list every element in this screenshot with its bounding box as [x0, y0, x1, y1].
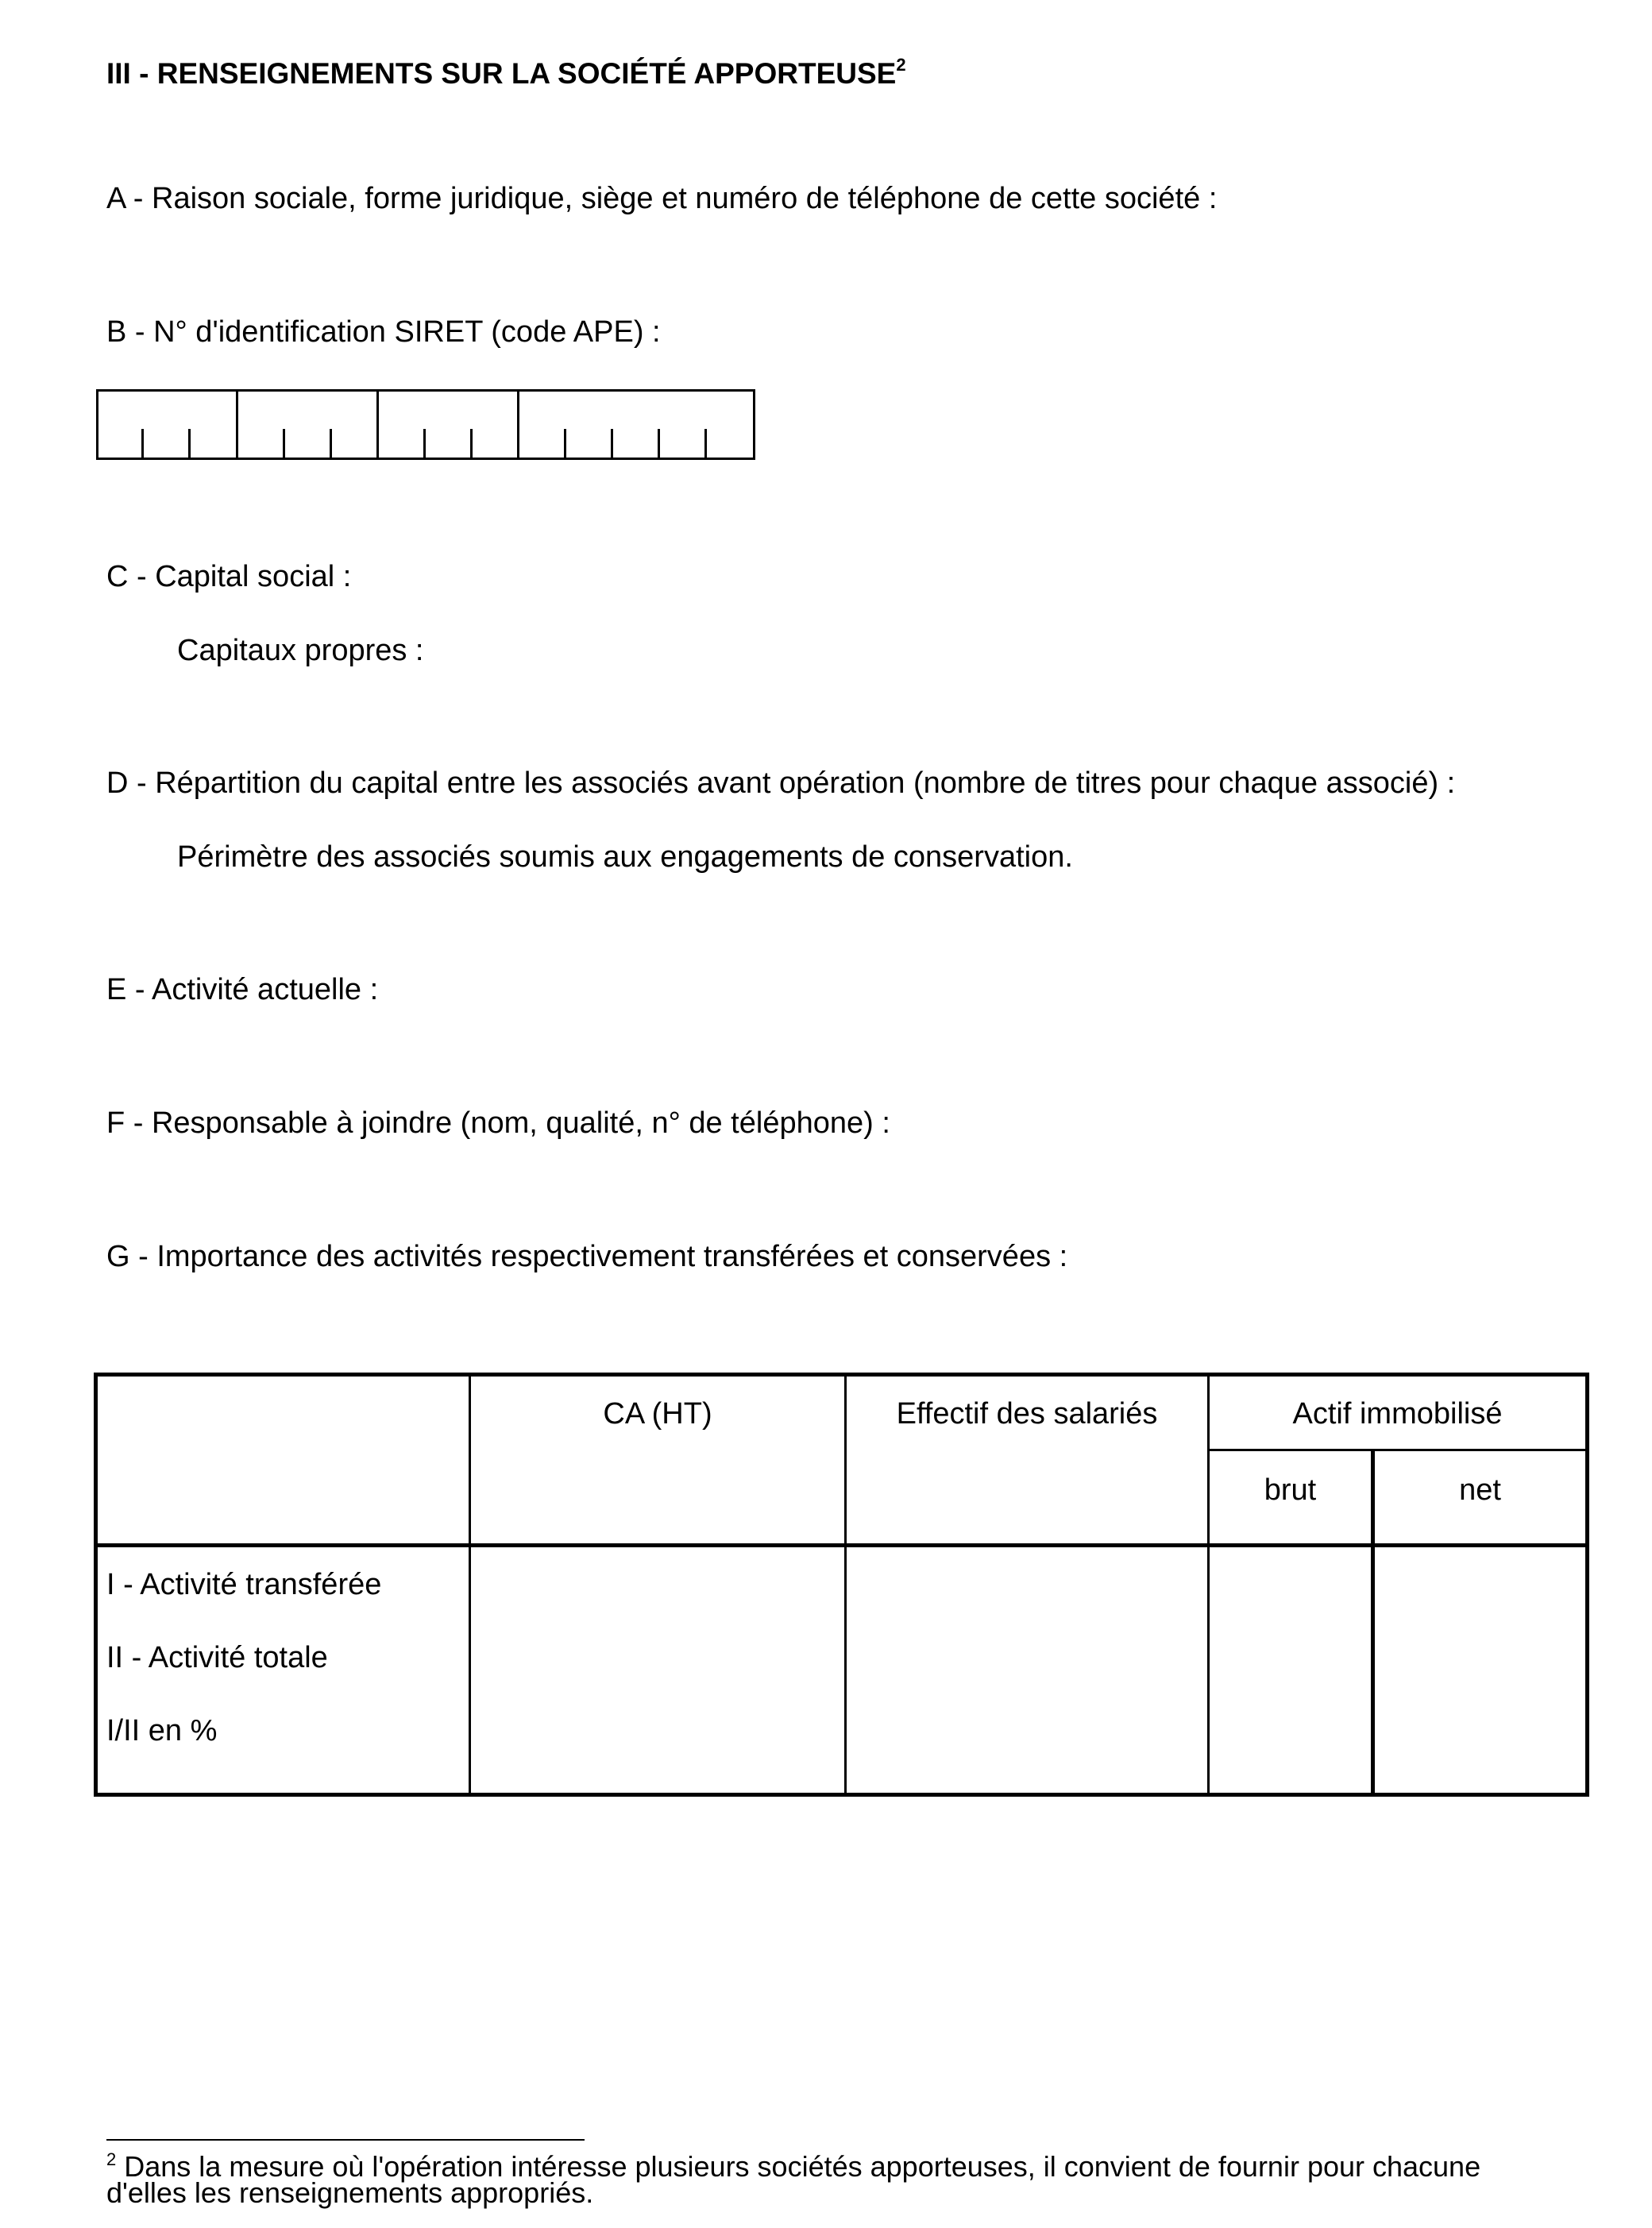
- table-col-line: [1207, 1373, 1210, 1797]
- row-label-activite-transferee: I - Activité transférée: [106, 1568, 382, 1601]
- row-label-ratio: I/II en %: [106, 1714, 218, 1747]
- siret-digit-tick: [611, 429, 613, 458]
- table-subheader-line: [1207, 1449, 1589, 1451]
- section-title-text: III - RENSEIGNEMENTS SUR LA SOCIÉTÉ APPORTEUSE: [106, 57, 897, 90]
- header-effectif: Effectif des salariés: [896, 1397, 1158, 1431]
- footnote-number: 2: [106, 2149, 117, 2169]
- item-f-label: F - Responsable à joindre (nom, qualité, n° de téléphone) :: [106, 1106, 890, 1140]
- siret-digit-tick: [704, 429, 707, 458]
- row-label-activite-totale: II - Activité totale: [106, 1641, 328, 1674]
- item-c-sub-label: Capitaux propres :: [177, 634, 424, 667]
- item-a-label: A - Raison sociale, forme juridique, siège et numéro de téléphone de cette société :: [106, 182, 1218, 215]
- section-title: [106, 48, 906, 91]
- item-e-label: E - Activité actuelle :: [106, 973, 379, 1006]
- footnote-text-1: Dans la mesure où l'opération intéresse plusieurs sociétés apporteuses, il convient de fournir pour chacune: [124, 2150, 1481, 2183]
- siret-digit-tick: [141, 429, 144, 458]
- table-header-divider: [94, 1543, 1589, 1547]
- footnote-line-2: d'elles les renseignements appropriés.: [106, 2176, 594, 2209]
- item-d-sub-label: Périmètre des associés soumis aux engagements de conservation.: [177, 840, 1073, 874]
- header-actif-immobilise: Actif immobilisé: [1292, 1397, 1503, 1431]
- table-border-bottom: [94, 1793, 1589, 1797]
- siret-digit-tick: [423, 429, 426, 458]
- siret-digit-tick: [564, 429, 566, 458]
- item-b-label: B - N° d'identification SIRET (code APE) :: [106, 315, 661, 349]
- siret-group-separator: [517, 389, 519, 460]
- item-g-label: G - Importance des activités respectivement transférées et conservées :: [106, 1240, 1068, 1273]
- item-c-label: C - Capital social :: [106, 560, 352, 593]
- header-net: net: [1459, 1473, 1501, 1507]
- siret-digit-tick: [470, 429, 473, 458]
- siret-digit-tick: [658, 429, 660, 458]
- table-col-line: [469, 1373, 471, 1797]
- siret-digit-tick: [330, 429, 332, 458]
- siret-digit-tick: [188, 429, 191, 458]
- activities-table: [94, 1373, 1589, 1797]
- header-ca: CA (HT): [603, 1397, 712, 1431]
- header-brut: brut: [1264, 1473, 1317, 1507]
- table-border-right: [1585, 1373, 1589, 1797]
- table-border-top: [94, 1373, 1589, 1377]
- siret-group-separator: [236, 389, 238, 460]
- siret-digit-tick: [283, 429, 285, 458]
- siret-input-boxes[interactable]: [96, 389, 755, 460]
- item-d-label: D - Répartition du capital entre les associés avant opération (nombre de titres pour chaque associé) :: [106, 766, 1456, 800]
- table-border-left: [94, 1373, 98, 1797]
- footnote-rule: [106, 2139, 585, 2141]
- footnote-ref: 2: [896, 55, 906, 75]
- siret-group-separator: [376, 389, 379, 460]
- table-col-line: [844, 1373, 847, 1797]
